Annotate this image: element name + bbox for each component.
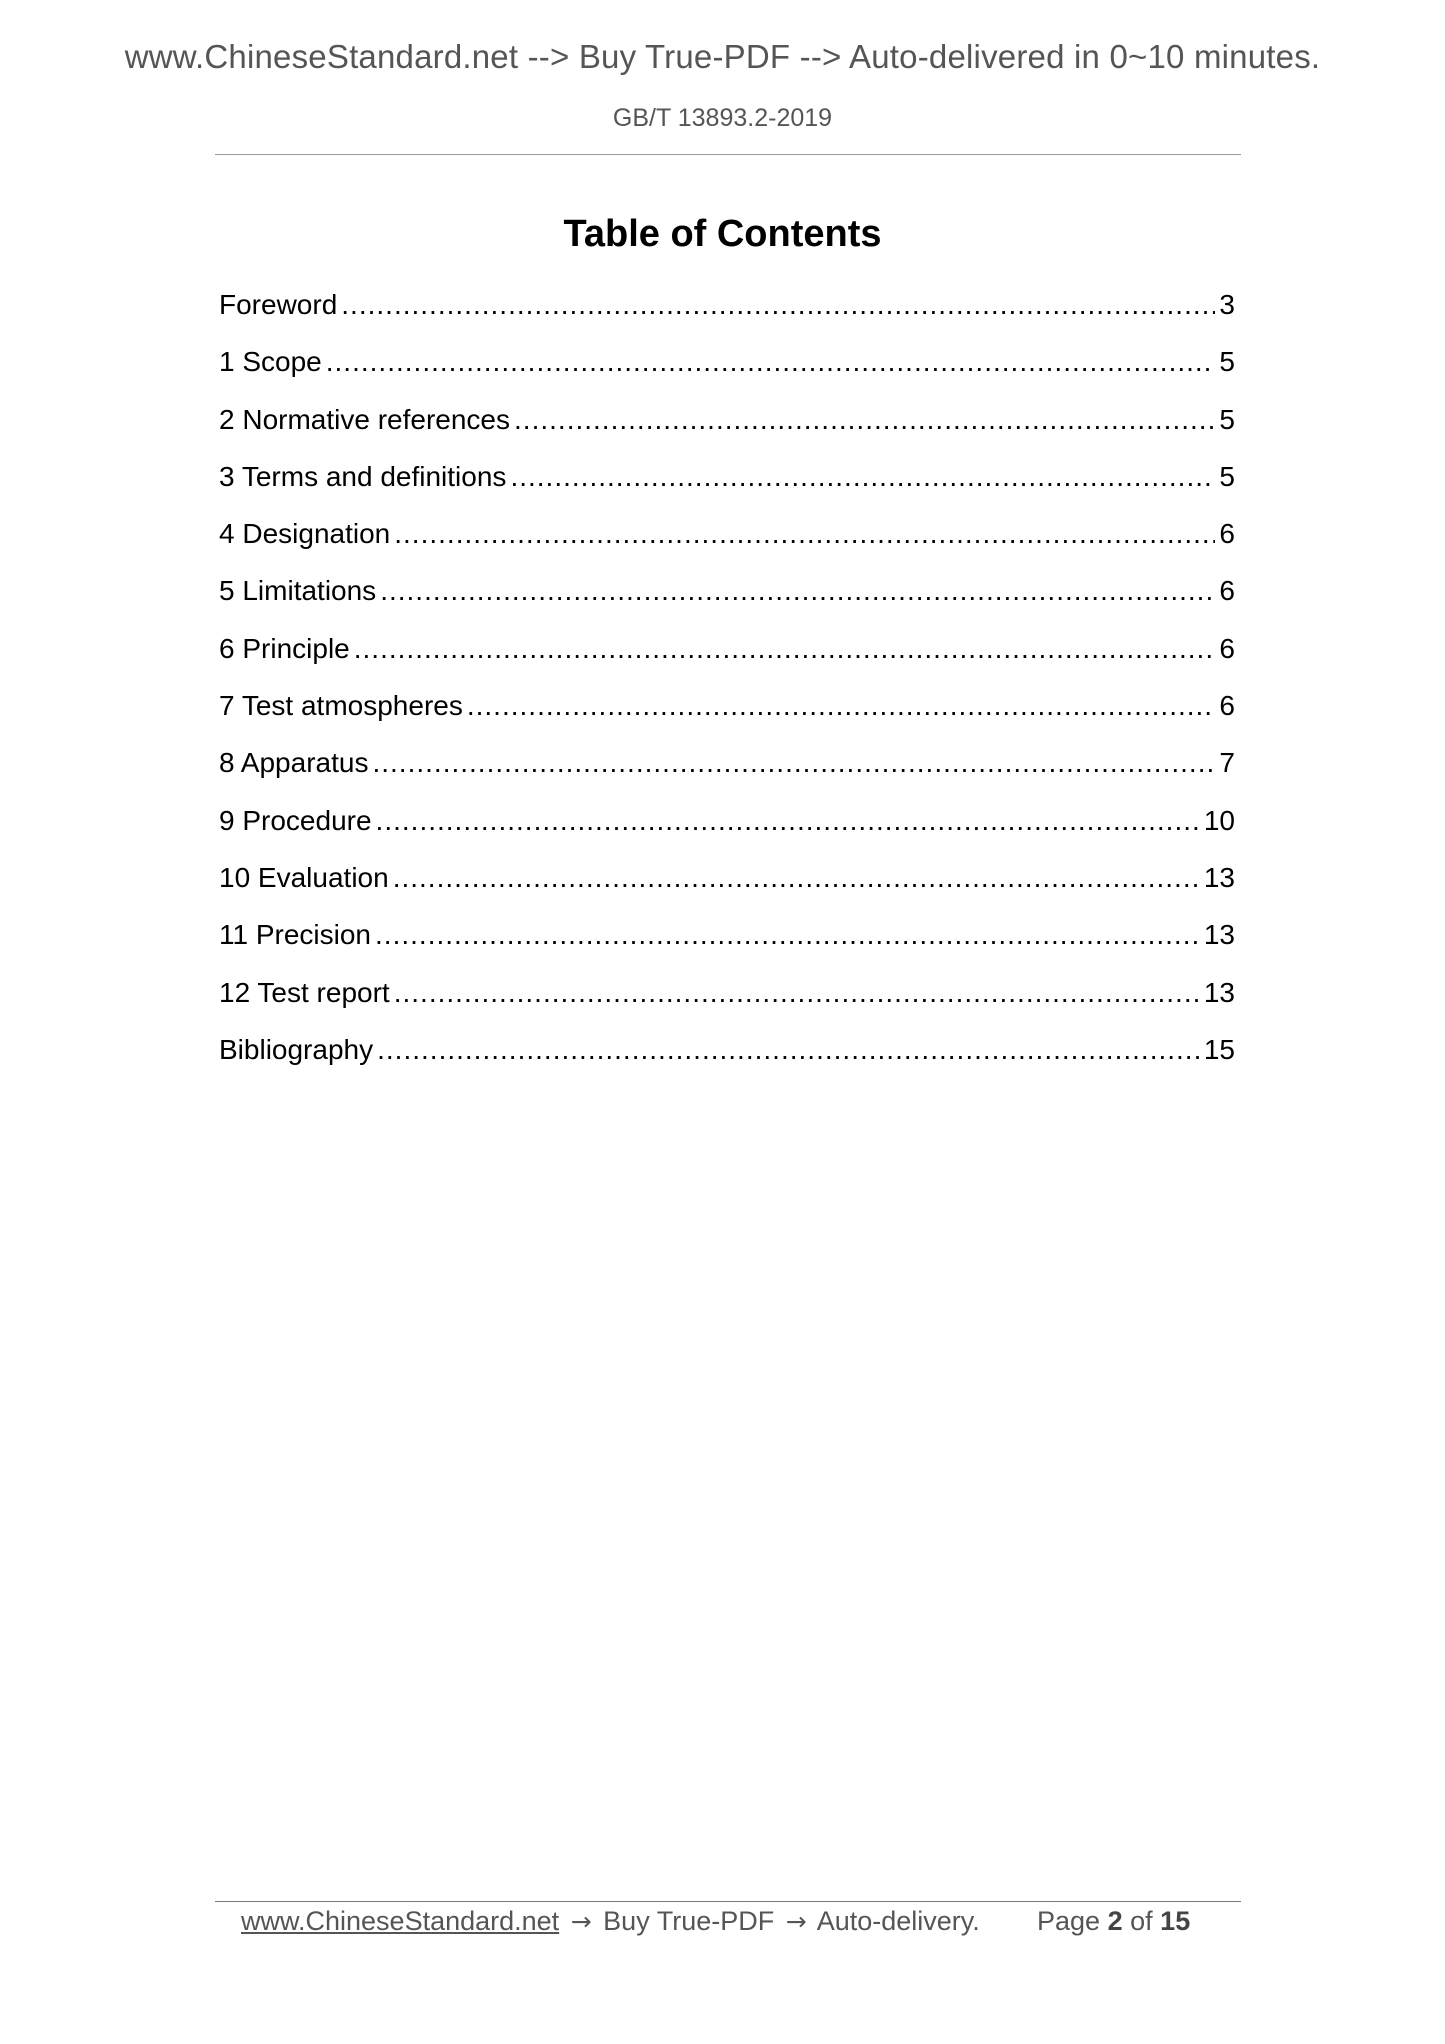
toc-entry-label: 10 Evaluation [219,861,389,893]
table-of-contents [219,284,1235,1086]
toc-entry-label: 8 Apparatus [219,747,369,779]
page-current: 2 [1107,1906,1123,1936]
toc-leader-dots [372,742,1215,784]
toc-leader-dots [376,800,1200,842]
toc-entry-page: 5 [1219,460,1235,492]
toc-entry-page: 5 [1219,403,1235,435]
toc-entry-page: 5 [1219,346,1235,378]
toc-entry-label: 7 Test atmospheres [219,690,463,722]
toc-entry-limitations[interactable] [219,570,1235,627]
toc-entry-label: 1 Scope [219,346,322,378]
footer-site-link[interactable]: www.ChineseStandard.net [241,1906,560,1936]
toc-leader-dots [326,341,1216,383]
toc-entry-page: 13 [1203,919,1235,951]
toc-entry-precision[interactable] [219,914,1235,971]
toc-leader-dots [510,456,1215,498]
toc-entry-page: 13 [1203,861,1235,893]
toc-entry-label: 5 Limitations [219,575,377,607]
toc-leader-dots [341,284,1215,326]
toc-entry-label: 3 Terms and definitions [219,460,507,492]
toc-entry-label: 12 Test report [219,976,390,1008]
toc-leader-dots [393,857,1200,899]
toc-leader-dots [380,570,1215,612]
toc-entry-designation[interactable] [219,513,1235,570]
toc-leader-dots [375,914,1200,956]
page-number-indicator [1037,1906,1190,1937]
toc-entry-terms-and-definitions[interactable] [219,456,1235,513]
toc-entry-bibliography[interactable] [219,1029,1235,1086]
toc-entry-apparatus[interactable] [219,742,1235,799]
footer-delivery-text: Auto-delivery. [816,1906,980,1936]
header-banner: www.ChineseStandard.net --> Buy True-PDF --> Auto-delivered in 0~10 minutes. [124,38,1321,75]
toc-entry-page: 6 [1219,632,1235,664]
toc-entry-label: 6 Principle [219,632,350,664]
toc-entry-principle[interactable] [219,628,1235,685]
toc-entry-label: Foreword [219,289,338,320]
toc-entry-procedure[interactable] [219,800,1235,857]
toc-entry-normative-references[interactable] [219,399,1235,456]
toc-entry-label: 4 Designation [219,518,391,550]
footer-promo [241,1906,980,1937]
page-total: 15 [1160,1906,1191,1936]
toc-entry-page: 13 [1203,976,1235,1008]
arrow-right-icon: → [570,1907,592,1936]
toc-entry-label: 2 Normative references [219,403,511,435]
toc-entry-foreword[interactable] [219,284,1235,341]
toc-leader-dots [394,972,1200,1014]
toc-entry-test-atmospheres[interactable] [219,685,1235,742]
standard-code: GB/T 13893.2-2019 [612,104,833,132]
toc-entry-label: Bibliography [219,1033,374,1065]
toc-entry-page: 15 [1203,1033,1235,1065]
page-word: Page [1037,1906,1101,1936]
toc-title: Table of Contents [563,213,882,255]
toc-entry-page: 6 [1219,575,1235,607]
toc-leader-dots [514,399,1215,441]
toc-entry-test-report[interactable] [219,972,1235,1029]
toc-leader-dots [377,1029,1200,1071]
toc-entry-page: 6 [1219,690,1235,722]
toc-leader-dots [467,685,1216,727]
toc-entry-page: 3 [1219,289,1235,320]
toc-entry-page: 6 [1219,518,1235,550]
toc-entry-label: 11 Precision [219,919,372,951]
toc-leader-dots [354,628,1216,670]
toc-entry-evaluation[interactable] [219,857,1235,914]
of-word: of [1130,1906,1153,1936]
footer-buy-text: Buy True-PDF [603,1906,775,1936]
arrow-right-icon: → [785,1907,807,1936]
footer-divider [215,1901,1241,1902]
toc-entry-scope[interactable] [219,341,1235,398]
header-divider [215,154,1241,155]
toc-entry-label: 9 Procedure [219,804,372,836]
toc-entry-page: 10 [1203,804,1235,836]
toc-leader-dots [394,513,1215,555]
toc-entry-page: 7 [1219,747,1235,779]
